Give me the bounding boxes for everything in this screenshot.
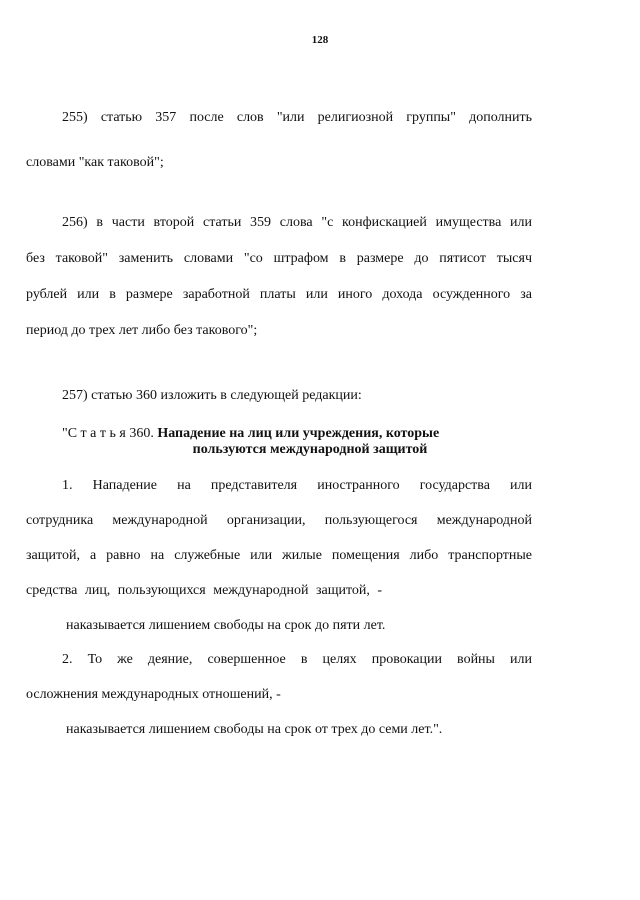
part-2-line-1: 2. То же деяние, совершенное в целях провокации войны или xyxy=(62,652,532,667)
part-1-penalty: наказывается лишением свободы на срок до пяти лет. xyxy=(66,618,386,633)
article-prefix: "С т а т ь я 360. xyxy=(62,426,154,441)
item-256-line-1: 256) в части второй статьи 359 слова "с конфискацией имущества или xyxy=(62,215,532,230)
item-256-line-4: период до трех лет либо без такового"; xyxy=(26,323,258,338)
article-title-line-2: пользуются международной защитой xyxy=(192,442,428,457)
page-number: 128 xyxy=(311,34,329,46)
part-2-penalty: наказывается лишением свободы на срок от трех до семи лет.". xyxy=(66,722,443,737)
part-2-line-2: осложнения международных отношений, - xyxy=(26,687,281,702)
part-1-line-1: 1. Нападение на представителя иностранного государства или xyxy=(62,478,532,493)
item-257-intro: 257) статью 360 изложить в следующей редакции: xyxy=(62,388,362,403)
item-256-line-3: рублей или в размере заработной платы или иного дохода осужденного за xyxy=(26,287,532,302)
article-heading xyxy=(62,426,439,442)
item-255-line-2: словами "как таковой"; xyxy=(26,155,164,170)
part-1-line-2: сотрудника международной организации, пользующегося международной xyxy=(26,513,532,528)
part-1-line-4: средства лиц, пользующихся международной защитой, - xyxy=(26,583,383,598)
part-1-line-3: защитой, а равно на служебные или жилые помещения либо транспортные xyxy=(26,548,532,563)
item-256-line-2: без таковой" заменить словами "со штрафом в размере до пятисот тысяч xyxy=(26,251,532,266)
item-255-line-1: 255) статью 357 после слов "или религиозной группы" дополнить xyxy=(62,110,532,125)
article-title-line-1: Нападение на лиц или учреждения, которые xyxy=(157,426,440,441)
